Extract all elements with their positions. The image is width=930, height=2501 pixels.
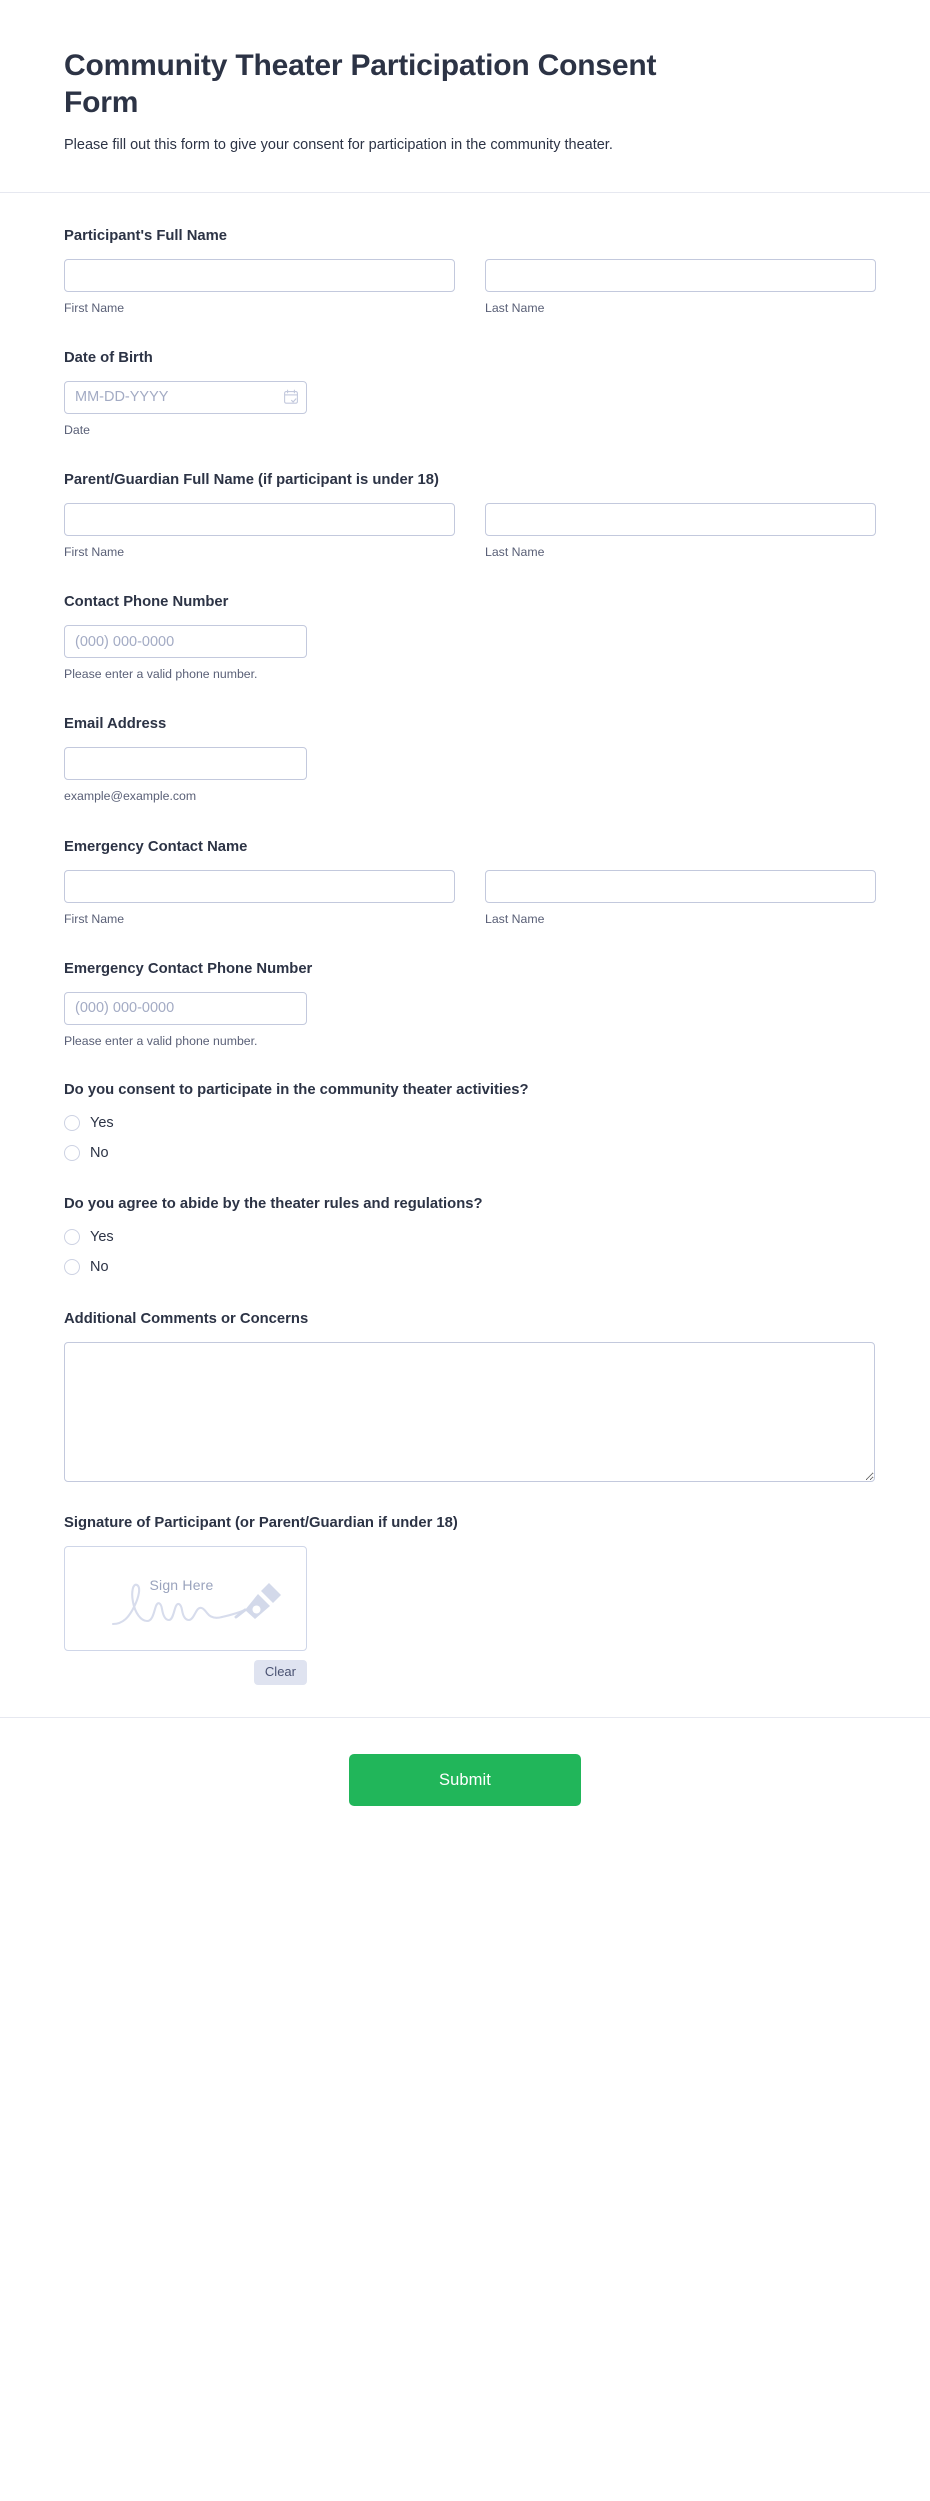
- signature-placeholder-graphic: [65, 1547, 307, 1651]
- date-of-birth-input[interactable]: [64, 381, 307, 414]
- question-label: Do you agree to abide by the theater rules and regulations?: [64, 1195, 483, 1212]
- radio-label: Yes: [90, 1228, 114, 1245]
- last-name-sublabel: Last Name: [485, 911, 545, 926]
- emergency-first-name-input[interactable]: [64, 870, 455, 903]
- guardian-first-name-column: [64, 503, 455, 561]
- field-emergency-contact-name: [64, 838, 866, 928]
- first-name-sublabel: First Name: [64, 300, 125, 315]
- form-body: [0, 193, 930, 1685]
- field-guardian-full-name: [64, 471, 866, 561]
- emergency-last-name-input[interactable]: [485, 870, 876, 903]
- pen-nib-icon: [236, 1583, 281, 1619]
- field-emergency-contact-phone: [64, 960, 866, 1050]
- email-wrapper: [64, 747, 307, 780]
- field-contact-phone: [64, 593, 866, 683]
- field-rules-question: [64, 1196, 866, 1278]
- field-label: Signature of Participant (or Parent/Guardian if under 18): [64, 1514, 458, 1531]
- first-name-sublabel: First Name: [64, 911, 125, 926]
- contact-phone-input[interactable]: [64, 625, 307, 658]
- name-row: [64, 259, 866, 317]
- field-additional-comments: [64, 1310, 866, 1482]
- sign-here-hint: Sign Here: [149, 1576, 214, 1593]
- rules-radio-group: [64, 1226, 866, 1278]
- page-subtitle: Please fill out this form to give your consent for participation in the community theater.: [64, 137, 613, 154]
- field-label: Emergency Contact Name: [64, 838, 248, 855]
- participant-first-name-input[interactable]: [64, 259, 455, 292]
- radio-circle-icon[interactable]: [64, 1145, 80, 1161]
- field-label: Date of Birth: [64, 349, 153, 366]
- emergency-name-row: [64, 870, 866, 928]
- additional-comments-textarea[interactable]: [64, 1342, 875, 1482]
- first-name-column: [64, 259, 455, 317]
- participant-last-name-input[interactable]: [485, 259, 876, 292]
- date-sublabel: Date: [64, 422, 90, 437]
- field-label: Additional Comments or Concerns: [64, 1310, 309, 1327]
- radio-circle-icon[interactable]: [64, 1229, 80, 1245]
- field-label: Participant's Full Name: [64, 227, 228, 244]
- email-input[interactable]: [64, 747, 307, 780]
- emergency-phone-input[interactable]: [64, 992, 307, 1025]
- field-email-address: [64, 715, 866, 805]
- field-label: Emergency Contact Phone Number: [64, 960, 313, 977]
- field-consent-question: [64, 1082, 866, 1164]
- clear-signature-button[interactable]: Clear: [254, 1660, 307, 1685]
- signature-pad[interactable]: [64, 1546, 307, 1651]
- emergency-last-name-column: [485, 870, 876, 928]
- first-name-sublabel: First Name: [64, 544, 125, 559]
- radio-option-consent-no[interactable]: [64, 1142, 866, 1164]
- page-title: Community Theater Participation Consent Form: [64, 49, 657, 119]
- contact-phone-sublabel: Please enter a valid phone number.: [64, 667, 258, 682]
- consent-radio-group: [64, 1112, 866, 1164]
- form-header: [0, 0, 930, 193]
- field-label: Email Address: [64, 716, 167, 733]
- submit-button[interactable]: Submit: [349, 1754, 581, 1806]
- date-input-wrapper: [64, 381, 307, 414]
- question-label: Do you consent to participate in the community theater activities?: [64, 1081, 529, 1098]
- field-signature: [64, 1514, 866, 1685]
- field-participant-full-name: [64, 227, 866, 317]
- radio-option-rules-no[interactable]: [64, 1256, 866, 1278]
- radio-label: No: [90, 1258, 109, 1275]
- last-name-sublabel: Last Name: [485, 300, 545, 315]
- guardian-first-name-input[interactable]: [64, 503, 455, 536]
- radio-option-rules-yes[interactable]: [64, 1226, 866, 1248]
- radio-circle-icon[interactable]: [64, 1115, 80, 1131]
- last-name-column: [485, 259, 876, 317]
- field-date-of-birth: [64, 349, 866, 439]
- radio-option-consent-yes[interactable]: [64, 1112, 866, 1134]
- emergency-first-name-column: [64, 870, 455, 928]
- radio-label: No: [90, 1144, 109, 1161]
- emergency-phone-sublabel: Please enter a valid phone number.: [64, 1033, 258, 1048]
- form-footer: [0, 1717, 930, 1866]
- contact-phone-wrapper: [64, 625, 307, 658]
- guardian-last-name-input[interactable]: [485, 503, 876, 536]
- field-label: Contact Phone Number: [64, 594, 229, 611]
- emergency-phone-wrapper: [64, 992, 307, 1025]
- radio-circle-icon[interactable]: [64, 1259, 80, 1275]
- guardian-name-row: [64, 503, 866, 561]
- last-name-sublabel: Last Name: [485, 544, 545, 559]
- radio-label: Yes: [90, 1114, 114, 1131]
- email-sublabel: example@example.com: [64, 789, 197, 804]
- clear-button-row: [64, 1660, 307, 1685]
- field-label: Parent/Guardian Full Name (if participant is under 18): [64, 472, 439, 489]
- guardian-last-name-column: [485, 503, 876, 561]
